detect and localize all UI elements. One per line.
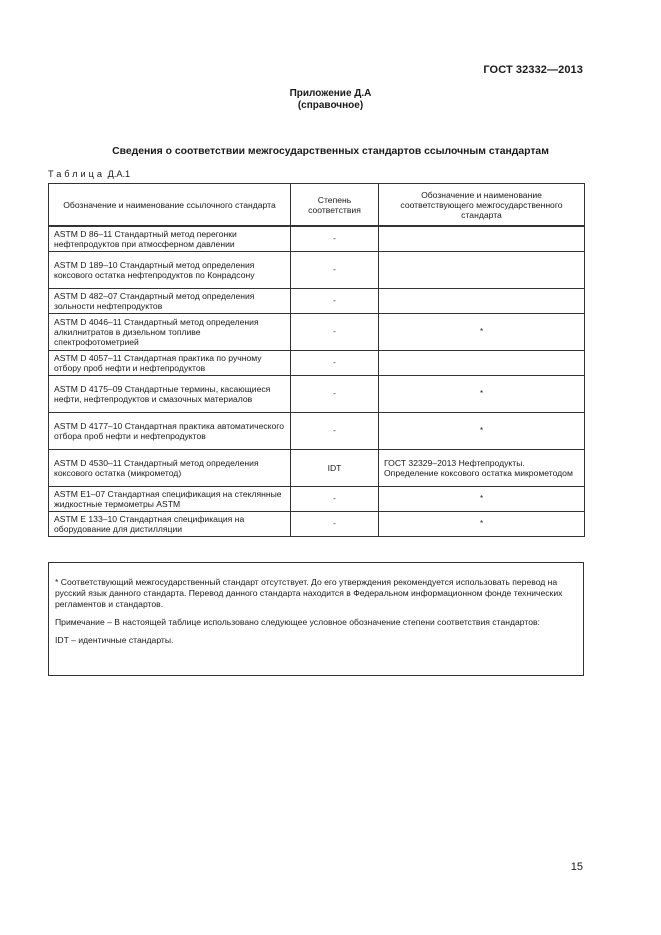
table-caption-number: Д.А.1 <box>107 169 131 179</box>
ref-standard-cell: ASTM D 4175–09 Стандартные термины, касающиеся нефти, нефтепродуктов и смазочных материалов <box>49 376 291 413</box>
ref-standard-cell: ASTM E 133–10 Стандартная спецификация на оборудование для дистилляции <box>49 512 291 537</box>
table-caption-prefix: Таблица <box>48 169 106 179</box>
gost-cell: ГОСТ 32329–2013 Нефтепродукты. Определение коксового остатка микрометодом <box>379 450 585 487</box>
table-row <box>49 252 585 289</box>
ref-standard-cell: ASTM E1–07 Стандартная спецификация на стеклянные жидкостные термометры ASTM <box>49 487 291 512</box>
ref-standard-cell: ASTM D 482–07 Стандартный метод определения зольности нефтепродуктов <box>49 289 291 314</box>
appendix-subtitle: (справочное) <box>297 100 364 111</box>
gost-cell: * <box>379 512 585 537</box>
degree-cell: - <box>291 512 379 537</box>
table-row <box>49 289 585 314</box>
column-header-degree: Степень соответствия <box>291 184 379 227</box>
table-note: Примечание – В настоящей таблице использовано следующее условное обозначение степени соответствия стандартов: <box>55 617 540 627</box>
degree-cell: - <box>291 289 379 314</box>
appendix-block <box>0 88 661 112</box>
asterisk-footnote: * Соответствующий межгосударственный стандарт отсутствует. До его утверждения рекомендуется использовать перевод на русский язык данного стандарта. Перевод данного стандарта находится в Федеральном информационном фонде технических регламентов и стандартов. <box>55 577 563 609</box>
column-header-gost: Обозначение и наименование соответствующего межгосударственного стандарта <box>379 184 585 227</box>
gost-cell <box>379 289 585 314</box>
gost-cell: * <box>379 413 585 450</box>
page-number: 15 <box>570 861 583 873</box>
section-heading: Сведения о соответствии межгосударственных стандартов ссылочным стандартам <box>112 146 549 157</box>
degree-cell: - <box>291 226 379 252</box>
gost-cell: * <box>379 376 585 413</box>
column-header-ref: Обозначение и наименование ссылочного стандарта <box>49 184 291 227</box>
gost-cell: * <box>379 314 585 351</box>
ref-standard-cell: ASTM D 4057–11 Стандартная практика по ручному отбору проб нефти и нефтепродуктов <box>49 351 291 376</box>
table-footnotes <box>48 562 584 676</box>
ref-standard-cell: ASTM D 189–10 Стандартный метод определения коксового остатка нефтепродуктов по Конрадсону <box>49 252 291 289</box>
table-row <box>49 413 585 450</box>
table-row <box>49 512 585 537</box>
degree-cell: - <box>291 487 379 512</box>
gost-cell <box>379 252 585 289</box>
degree-cell: - <box>291 252 379 289</box>
degree-cell: - <box>291 351 379 376</box>
table-row <box>49 314 585 351</box>
degree-cell: - <box>291 376 379 413</box>
degree-cell: - <box>291 314 379 351</box>
table-row <box>49 376 585 413</box>
table-row <box>49 487 585 512</box>
table-caption <box>48 169 130 179</box>
ref-standard-cell: ASTM D 4046–11 Стандартный метод определения алкилнитратов в дизельном топливе спектрофотометрией <box>49 314 291 351</box>
gost-cell <box>379 226 585 252</box>
degree-cell: - <box>291 413 379 450</box>
gost-cell: * <box>379 487 585 512</box>
ref-standard-cell: ASTM D 4177–10 Стандартная практика автоматического отбора проб нефти и нефтепродуктов <box>49 413 291 450</box>
ref-standard-cell: ASTM D 86–11 Стандартный метод перегонки нефтепродуктов при атмосферном давлении <box>49 226 291 252</box>
table-row <box>49 226 585 252</box>
idt-legend: IDT – идентичные стандарты. <box>55 635 174 645</box>
table-header-row <box>49 184 585 227</box>
document-code: ГОСТ 32332—2013 <box>483 64 583 76</box>
standards-table <box>48 183 585 537</box>
gost-cell <box>379 351 585 376</box>
appendix-title: Приложение Д.А <box>289 88 372 99</box>
table-row <box>49 351 585 376</box>
ref-standard-cell: ASTM D 4530–11 Стандартный метод определения коксового остатка (микрометод) <box>49 450 291 487</box>
degree-cell: IDT <box>291 450 379 487</box>
table-row <box>49 450 585 487</box>
